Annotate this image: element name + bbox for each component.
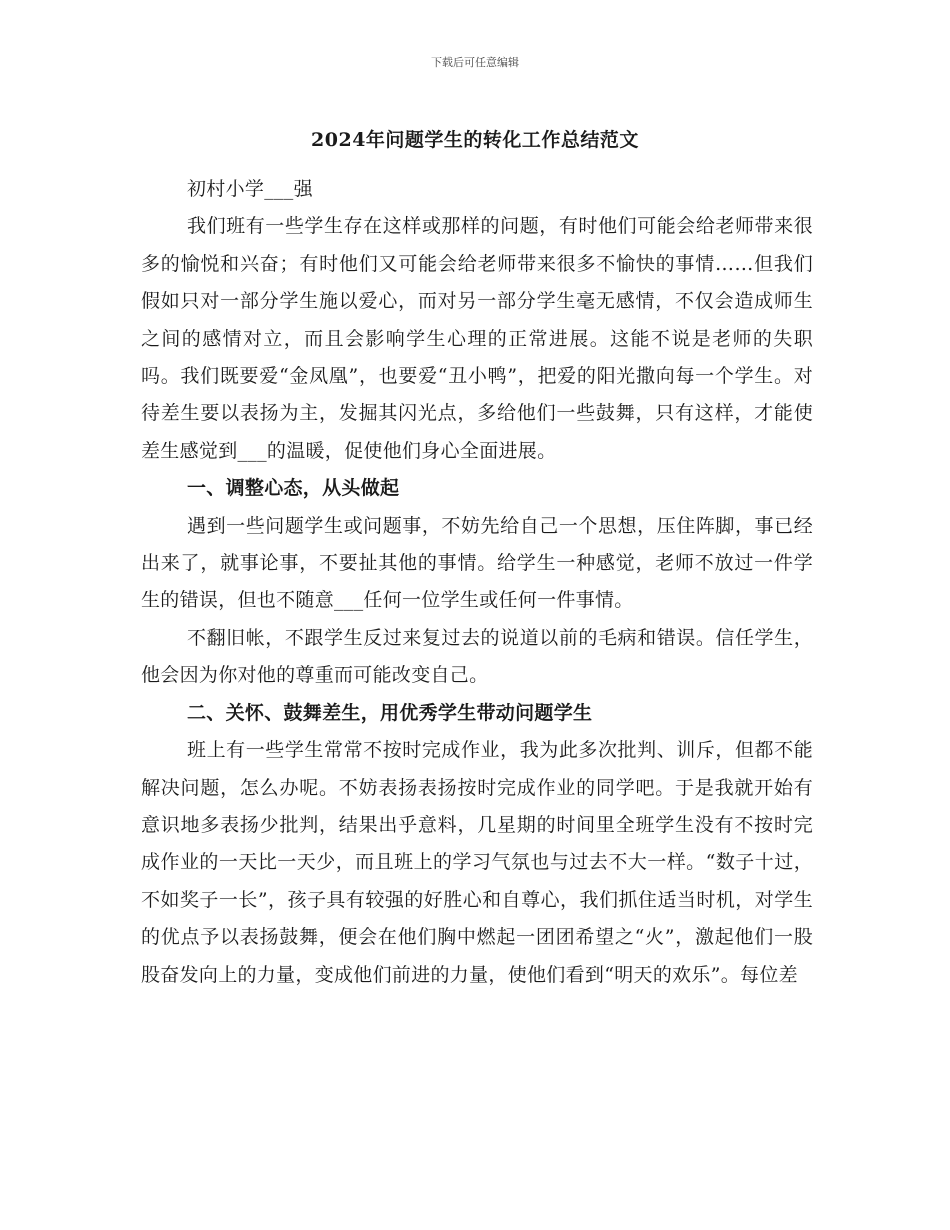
author-line: 初村小学___强 xyxy=(187,178,313,200)
document-body xyxy=(141,171,813,994)
section-heading-2: 二、关怀、鼓舞差生，用优秀学生带动问题学生 xyxy=(187,701,593,724)
section-heading-1: 一、调整心态，从头做起 xyxy=(187,477,400,500)
paragraph-section1-b: 不翻旧帐，不跟学生反过来复过去的说道以前的毛病和错误。信任学生，他会因为你对他的尊重而可能改变自己。 xyxy=(141,626,813,687)
paragraph-intro: 我们班有一些学生存在这样或那样的问题，有时他们可能会给老师带来很多的愉悦和兴奋；有时他们又可能会给老师带来很多不愉快的事情……但我们假如只对一部分学生施以爱心，而对另一部分学生毫无感情，不仅会造成师生之间的感情对立，而且会影响学生心理的正常进展。这能不说是老师的失职吗。我们既要爱“金凤凰”，也要爱“丑小鸭”，把爱的阳光撒向每一个学生。对待差生要以表扬为主，发掘其闪光点，多给他们一些鼓舞，只有这样，才能使差生感觉到___的温暖，促使他们身心全面进展。 xyxy=(141,215,813,462)
paragraph-section2: 班上有一些学生常常不按时完成作业，我为此多次批判、训斥，但都不能解决问题，怎么办呢。不妨表扬表扬按时完成作业的同学吧。于是我就开始有意识地多表扬少批判，结果出乎意料，几星期的时间里全班学生没有不按时完成作业的一天比一天少，而且班上的学习气氛也与过去不大一样。“数子十过，不如奖子一长”，孩子具有较强的好胜心和自尊心，我们抓住适当时机，对学生的优点予以表扬鼓舞，便会在他们胸中燃起一团团希望之“火”，激起他们一股股奋发向上的力量，变成他们前进的力量，使他们看到“明天的欢乐”。每位差 xyxy=(141,739,813,986)
paragraph-section1-a: 遇到一些问题学生或问题事，不妨先给自己一个思想，压住阵脚，事已经出来了，就事论事，不要扯其他的事情。给学生一种感觉，老师不放过一件学生的错误，但也不随意___任何一位学生或任何一件事情。 xyxy=(141,514,813,612)
document-title: 2024年问题学生的转化工作总结范文 xyxy=(311,129,639,151)
header-note: 下载后可任意编辑 xyxy=(431,56,519,69)
